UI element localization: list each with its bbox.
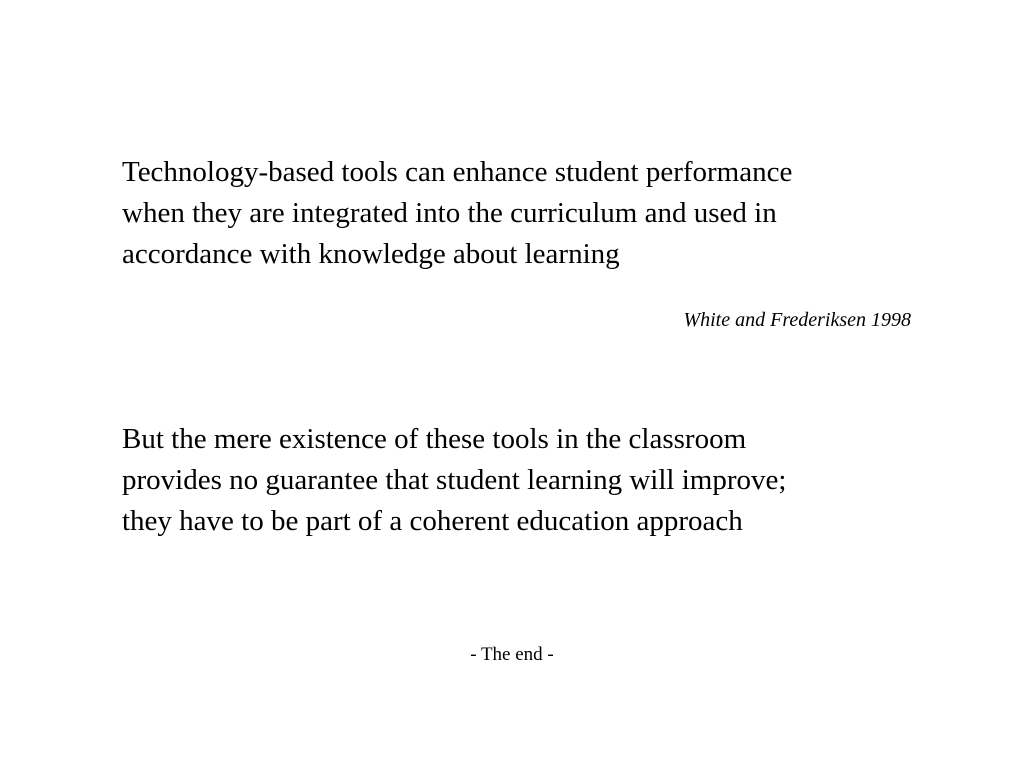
quote-line: accordance with knowledge about learning bbox=[122, 238, 620, 270]
statement-line: provides no guarantee that student learning will improve; bbox=[122, 464, 787, 496]
statement-line: But the mere existence of these tools in the classroom bbox=[122, 423, 747, 455]
statement-paragraph bbox=[122, 419, 922, 542]
ending-text: - The end - bbox=[470, 644, 554, 665]
quote-paragraph bbox=[122, 152, 922, 275]
citation: White and Frederiksen 1998 bbox=[683, 309, 911, 331]
quote-line: Technology-based tools can enhance student performance bbox=[122, 156, 793, 188]
statement-line: they have to be part of a coherent education approach bbox=[122, 505, 743, 537]
quote-line: when they are integrated into the curriculum and used in bbox=[122, 197, 777, 229]
